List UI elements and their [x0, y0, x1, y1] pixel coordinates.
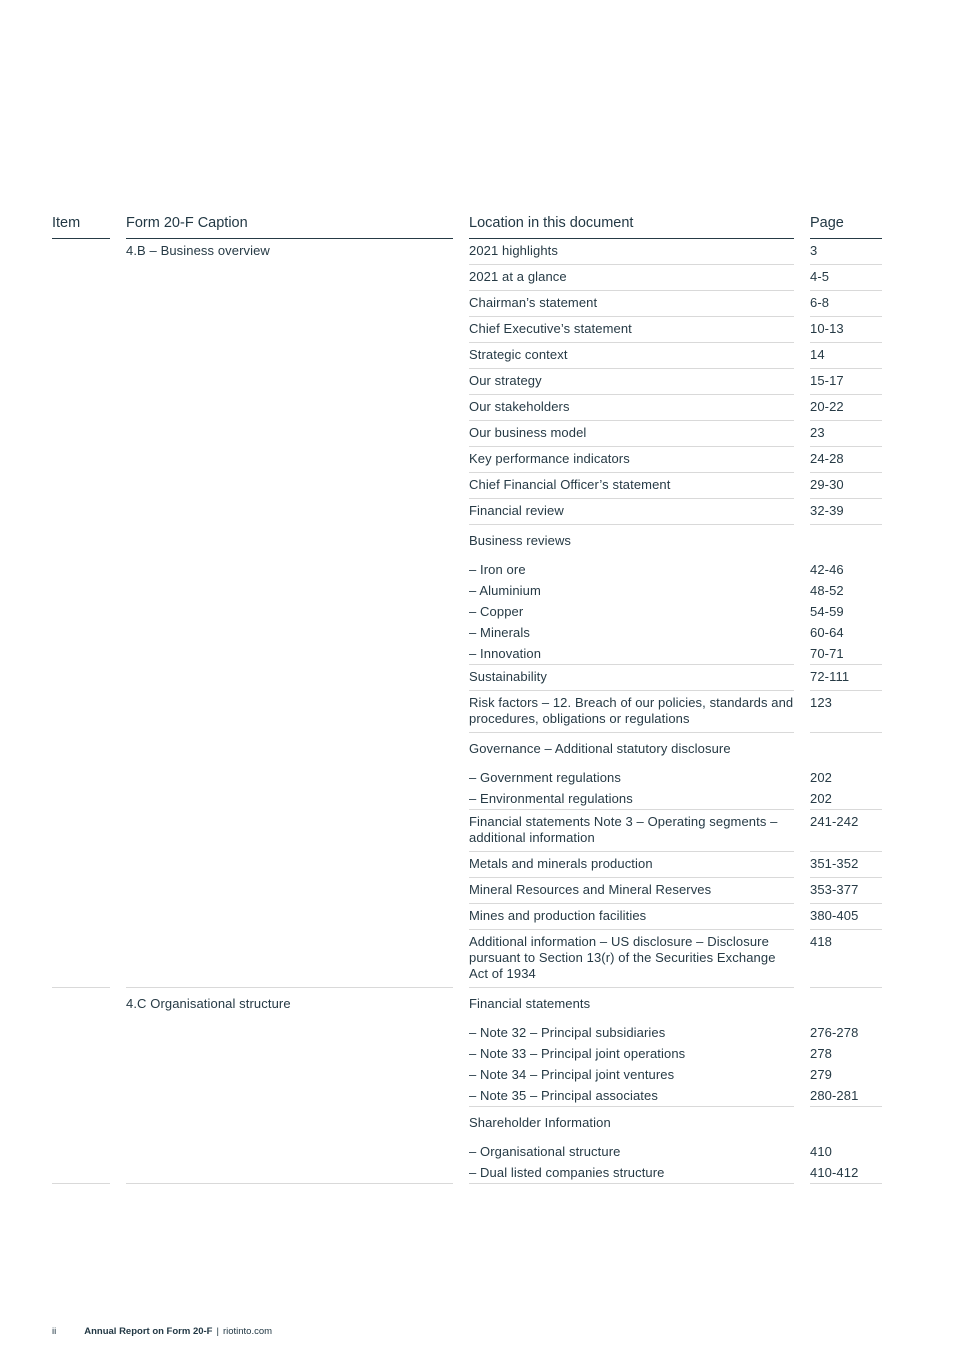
caption-cell: [126, 265, 453, 291]
page-cell: 10-13: [810, 317, 882, 343]
item-cell: [52, 473, 110, 499]
item-cell: [52, 1141, 110, 1162]
caption-cell: [126, 473, 453, 499]
location-cell: – Note 33 – Principal joint operations: [469, 1045, 686, 1061]
location-cell: Governance – Additional statutory disclosure: [469, 741, 731, 756]
caption-cell: [126, 733, 453, 767]
item-cell: [52, 788, 110, 810]
item-cell: [52, 1064, 110, 1085]
caption-cell: [126, 525, 453, 559]
location-cell: Sustainability: [469, 665, 794, 691]
location-cell: Key performance indicators: [469, 447, 794, 473]
item-cell: [52, 559, 110, 580]
page-cell: 380-405: [810, 904, 882, 930]
page-cell: 280-281: [810, 1085, 882, 1107]
caption-cell: [126, 395, 453, 421]
item-cell: [52, 665, 110, 691]
location-cell: – Note 34 – Principal joint ventures: [469, 1066, 675, 1082]
page-cell: 23: [810, 421, 882, 447]
page-cell: 48-52: [810, 582, 844, 598]
caption-cell: [126, 369, 453, 395]
caption-cell: 4.B – Business overview: [126, 243, 270, 258]
folio-page-number: ii: [52, 1326, 57, 1337]
page-cell: 14: [810, 343, 882, 369]
page-cell: [810, 988, 882, 1022]
item-cell: [52, 499, 110, 525]
page-cell: [810, 525, 882, 559]
item-cell: [52, 343, 110, 369]
location-cell: Business reviews: [469, 533, 572, 548]
page-cell: 351-352: [810, 852, 882, 878]
page-cell: [810, 1107, 882, 1141]
page-cell: 278: [810, 1045, 832, 1061]
location-cell: Financial statements Note 3 – Operating segments – additional information: [469, 810, 794, 852]
location-cell: Mineral Resources and Mineral Reserves: [469, 878, 794, 904]
location-cell: Strategic context: [469, 343, 794, 369]
location-cell: – Minerals: [469, 624, 530, 640]
caption-cell: 4.C Organisational structure: [126, 996, 291, 1011]
item-cell: [52, 810, 110, 852]
column-header-caption: Form 20-F Caption: [126, 214, 453, 239]
caption-cell: [126, 622, 453, 643]
page-cell: 279: [810, 1066, 832, 1082]
page-cell: [810, 733, 882, 767]
caption-cell: [126, 421, 453, 447]
page-cell: 202: [810, 788, 882, 810]
page-cell: 42-46: [810, 561, 844, 577]
item-cell: [52, 265, 110, 291]
item-cell: [52, 1085, 110, 1107]
caption-cell: [126, 317, 453, 343]
footer-site: riotinto.com: [222, 1326, 273, 1337]
caption-cell: [126, 930, 453, 988]
location-cell: – Government regulations: [469, 769, 621, 785]
location-cell: – Innovation: [469, 643, 794, 665]
page-cell: 3: [810, 239, 882, 265]
table-grid: [52, 214, 882, 1184]
location-cell: 2021 at a glance: [469, 265, 794, 291]
column-header-location: Location in this document: [469, 214, 794, 239]
caption-cell: [126, 788, 453, 810]
page-footer: [52, 1326, 272, 1338]
location-cell: Our business model: [469, 421, 794, 447]
page-cell: 24-28: [810, 447, 882, 473]
column-header-item: Item: [52, 214, 110, 239]
location-cell: Our stakeholders: [469, 395, 794, 421]
location-cell: Chairman’s statement: [469, 291, 794, 317]
location-cell: Additional information – US disclosure – Disclosure pursuant to Section 13(r) of the Securities Exchange Act of 1934: [469, 930, 794, 988]
caption-cell: [126, 904, 453, 930]
location-cell: – Aluminium: [469, 582, 541, 598]
item-cell: [52, 767, 110, 788]
caption-cell: [126, 499, 453, 525]
location-cell: Metals and minerals production: [469, 852, 794, 878]
caption-cell: [126, 643, 453, 665]
item-cell: [52, 580, 110, 601]
caption-cell: [126, 810, 453, 852]
location-cell: Financial review: [469, 499, 794, 525]
page-cell: 60-64: [810, 624, 844, 640]
page-cell: 4-5: [810, 265, 882, 291]
item-cell: [52, 525, 110, 559]
caption-cell: [126, 447, 453, 473]
item-cell: [52, 1107, 110, 1141]
location-cell: Financial statements: [469, 996, 591, 1011]
location-cell: 2021 highlights: [469, 239, 794, 265]
location-cell: – Environmental regulations: [469, 788, 794, 810]
form-20f-cross-reference-table: [52, 214, 882, 1184]
caption-cell: [126, 343, 453, 369]
location-cell: – Note 35 – Principal associates: [469, 1085, 794, 1107]
location-cell: Chief Executive’s statement: [469, 317, 794, 343]
page-cell: 29-30: [810, 473, 882, 499]
location-cell: Risk factors – 12. Breach of our policies, standards and procedures, obligations or regulations: [469, 691, 794, 733]
column-header-page: Page: [810, 214, 882, 239]
location-cell: – Copper: [469, 603, 524, 619]
item-cell: [52, 878, 110, 904]
item-cell: [52, 395, 110, 421]
caption-cell: [126, 291, 453, 317]
item-cell: [52, 988, 110, 1022]
caption-cell: [126, 580, 453, 601]
location-cell: – Organisational structure: [469, 1143, 621, 1159]
caption-cell: [126, 1162, 453, 1184]
caption-cell: [126, 1043, 453, 1064]
caption-cell: [126, 767, 453, 788]
caption-cell: [126, 1107, 453, 1141]
page-cell: 6-8: [810, 291, 882, 317]
caption-cell: [126, 1141, 453, 1162]
caption-cell: [126, 691, 453, 733]
item-cell: [52, 1043, 110, 1064]
location-cell: Shareholder Information: [469, 1115, 611, 1130]
item-cell: [52, 733, 110, 767]
item-cell: [52, 904, 110, 930]
page-cell: 32-39: [810, 499, 882, 525]
page-cell: 276-278: [810, 1024, 859, 1040]
location-cell: Chief Financial Officer’s statement: [469, 473, 794, 499]
item-cell: [52, 1162, 110, 1184]
location-cell: – Iron ore: [469, 561, 526, 577]
item-cell: [52, 691, 110, 733]
footer-report-title: Annual Report on Form 20-F: [84, 1326, 213, 1337]
caption-cell: [126, 852, 453, 878]
item-cell: [52, 239, 110, 265]
item-cell: [52, 369, 110, 395]
item-cell: [52, 317, 110, 343]
item-cell: [52, 930, 110, 988]
page-cell: 202: [810, 769, 832, 785]
caption-cell: [126, 559, 453, 580]
caption-cell: [126, 1022, 453, 1043]
footer-separator: |: [216, 1326, 219, 1337]
location-cell: – Note 32 – Principal subsidiaries: [469, 1024, 666, 1040]
location-cell: Mines and production facilities: [469, 904, 794, 930]
caption-cell: [126, 601, 453, 622]
location-cell: – Dual listed companies structure: [469, 1162, 794, 1184]
page-cell: 418: [810, 930, 882, 988]
page-cell: 241-242: [810, 810, 882, 852]
page-cell: 72-111: [810, 665, 882, 691]
page-cell: 353-377: [810, 878, 882, 904]
item-cell: [52, 1022, 110, 1043]
caption-cell: [126, 1064, 453, 1085]
caption-cell: [126, 665, 453, 691]
page-cell: 410: [810, 1143, 832, 1159]
location-cell: Our strategy: [469, 369, 794, 395]
item-cell: [52, 601, 110, 622]
caption-cell: [126, 1085, 453, 1107]
page-cell: 123: [810, 691, 882, 733]
item-cell: [52, 643, 110, 665]
footer-title-group: [84, 1326, 272, 1338]
item-cell: [52, 852, 110, 878]
page-cell: 20-22: [810, 395, 882, 421]
item-cell: [52, 291, 110, 317]
item-cell: [52, 421, 110, 447]
item-cell: [52, 447, 110, 473]
page-cell: 70-71: [810, 643, 882, 665]
page-cell: 54-59: [810, 603, 844, 619]
page-cell: 15-17: [810, 369, 882, 395]
item-cell: [52, 622, 110, 643]
caption-cell: [126, 878, 453, 904]
page-cell: 410-412: [810, 1162, 882, 1184]
